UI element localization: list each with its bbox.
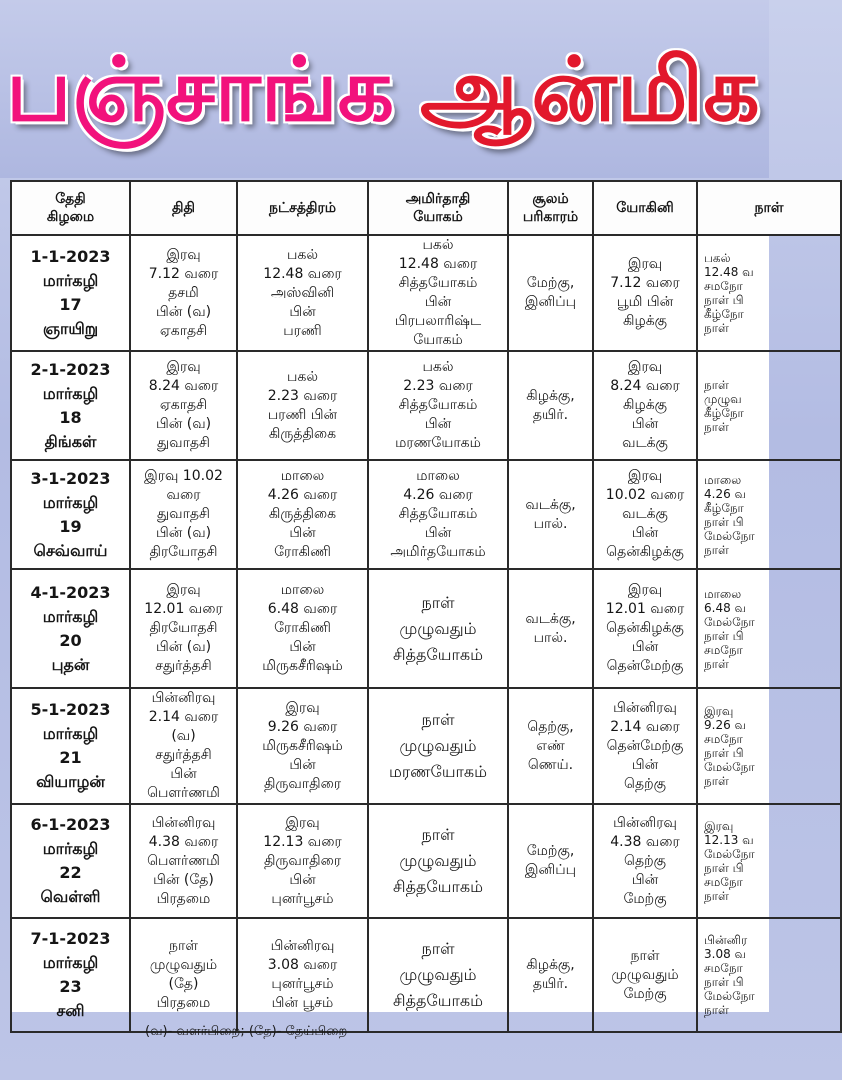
naal-cell: இரவு 12.13 வ மேல்நோ நாள் பி சமநோ நாள் [697, 804, 841, 918]
thithi-cell: இரவு 7.12 வரை தசமி பின் (வ) ஏகாதசி [130, 235, 237, 351]
yogam-cell: பகல் 12.48 வரை சித்தயோகம் பின் பிரபலாரிஷ்ட யோகம் [368, 235, 508, 351]
table-row [11, 351, 841, 460]
naal-cell: மாலை 4.26 வ கீழ்நோ நாள் பி மேல்நோ நாள் [697, 460, 841, 569]
yogini-cell: நாள் முழுவதும் மேற்கு [593, 918, 697, 1032]
header-thithi: திதி [130, 181, 237, 235]
date-cell: 7-1-2023 மார்கழி 23 சனி [11, 918, 130, 1032]
table-header-row [11, 181, 841, 235]
footnote-legend: (வ)- வளர்பிறை; (தே)- தேய்பிறை [145, 1024, 348, 1039]
date-cell: 1-1-2023 மார்கழி 17 ஞாயிறு [11, 235, 130, 351]
title-panchangam: பஞ்சாங்க [6, 38, 395, 141]
yogini-cell: இரவு 10.02 வரை வடக்கு பின் தென்கிழக்கு [593, 460, 697, 569]
thithi-cell: இரவு 8.24 வரை ஏகாதசி பின் (வ) துவாதசி [130, 351, 237, 460]
header-amirthathi-yogam: அமிர்தாதி யோகம் [368, 181, 508, 235]
natchathiram-cell: பகல் 12.48 வரை அஸ்வினி பின் பரணி [237, 235, 368, 351]
yogam-cell: நாள் முழுவதும் சித்தயோகம் [368, 569, 508, 688]
yogini-cell: பின்னிரவு 4.38 வரை தெற்கு பின் மேற்கு [593, 804, 697, 918]
soolam-cell: தெற்கு, எண் ணெய். [508, 688, 593, 804]
yogini-cell: பின்னிரவு 2.14 வரை தென்மேற்கு பின் தெற்கு [593, 688, 697, 804]
natchathiram-cell: பின்னிரவு 3.08 வரை புனர்பூசம் பின் பூசம் [237, 918, 368, 1032]
table-row [11, 804, 841, 918]
soolam-cell: மேற்கு, இனிப்பு [508, 804, 593, 918]
natchathiram-cell: இரவு 12.13 வரை திருவாதிரை பின் புனர்பூசம் [237, 804, 368, 918]
thithi-cell: இரவு 12.01 வரை திரயோதசி பின் (வ) சதுர்த்தசி [130, 569, 237, 688]
naal-cell: இரவு 9.26 வ சமநோ நாள் பி மேல்நோ நாள் [697, 688, 841, 804]
page-title [6, 30, 760, 150]
yogini-cell: இரவு 12.01 வரை தென்கிழக்கு பின் தென்மேற்கு [593, 569, 697, 688]
header-soolam-parikaram: சூலம் பரிகாரம் [508, 181, 593, 235]
yogam-cell: நாள் முழுவதும் சித்தயோகம் [368, 804, 508, 918]
date-cell: 2-1-2023 மார்கழி 18 திங்கள் [11, 351, 130, 460]
natchathiram-cell: மாலை 4.26 வரை கிருத்திகை பின் ரோகிணி [237, 460, 368, 569]
table-row [11, 688, 841, 804]
natchathiram-cell: இரவு 9.26 வரை மிருகசீரிஷம் பின் திருவாதிரை [237, 688, 368, 804]
panchangam-table-wrapper [10, 180, 784, 1020]
thithi-cell: நாள் முழுவதும் (தே) பிரதமை [130, 918, 237, 1032]
soolam-cell: கிழக்கு, தயிர். [508, 918, 593, 1032]
header-natchathiram: நட்சத்திரம் [237, 181, 368, 235]
naal-cell: பகல் 12.48 வ சமநோ நாள் பி கீழ்நோ நாள் [697, 235, 841, 351]
table-row [11, 235, 841, 351]
natchathiram-cell: பகல் 2.23 வரை பரணி பின் கிருத்திகை [237, 351, 368, 460]
header-yogini: யோகினி [593, 181, 697, 235]
date-cell: 3-1-2023 மார்கழி 19 செவ்வாய் [11, 460, 130, 569]
date-cell: 4-1-2023 மார்கழி 20 புதன் [11, 569, 130, 688]
table-row [11, 460, 841, 569]
title-aanmigam: ஆன்மிக [420, 38, 760, 141]
panchangam-table [10, 180, 842, 1033]
yogini-cell: இரவு 7.12 வரை பூமி பின் கிழக்கு [593, 235, 697, 351]
header-naal: நாள் [697, 181, 841, 235]
soolam-cell: வடக்கு, பால். [508, 460, 593, 569]
header-date-day: தேதி கிழமை [11, 181, 130, 235]
table-row [11, 918, 841, 1032]
title-banner [0, 0, 769, 178]
naal-cell: பின்னிர 3.08 வ சமநோ நாள் பி மேல்நோ நாள் [697, 918, 841, 1032]
yogam-cell: நாள் முழுவதும் சித்தயோகம் [368, 918, 508, 1032]
yogam-cell: பகல் 2.23 வரை சித்தயோகம் பின் மரணயோகம் [368, 351, 508, 460]
date-cell: 6-1-2023 மார்கழி 22 வெள்ளி [11, 804, 130, 918]
yogini-cell: இரவு 8.24 வரை கிழக்கு பின் வடக்கு [593, 351, 697, 460]
naal-cell: மாலை 6.48 வ மேல்நோ நாள் பி சமநோ நாள் [697, 569, 841, 688]
soolam-cell: கிழக்கு, தயிர். [508, 351, 593, 460]
soolam-cell: வடக்கு, பால். [508, 569, 593, 688]
yogam-cell: மாலை 4.26 வரை சித்தயோகம் பின் அமிர்தயோகம் [368, 460, 508, 569]
yogam-cell: நாள் முழுவதும் மரணயோகம் [368, 688, 508, 804]
thithi-cell: பின்னிரவு 2.14 வரை (வ) சதுர்த்தசி பின் பௌர்ணமி [130, 688, 237, 804]
natchathiram-cell: மாலை 6.48 வரை ரோகிணி பின் மிருகசீரிஷம் [237, 569, 368, 688]
table-row [11, 569, 841, 688]
thithi-cell: பின்னிரவு 4.38 வரை பௌர்ணமி பின் (தே) பிரதமை [130, 804, 237, 918]
thithi-cell: இரவு 10.02 வரை துவாதசி பின் (வ) திரயோதசி [130, 460, 237, 569]
naal-cell: நாள் முழுவ கீழ்நோ நாள் [697, 351, 841, 460]
date-cell: 5-1-2023 மார்கழி 21 வியாழன் [11, 688, 130, 804]
soolam-cell: மேற்கு, இனிப்பு [508, 235, 593, 351]
